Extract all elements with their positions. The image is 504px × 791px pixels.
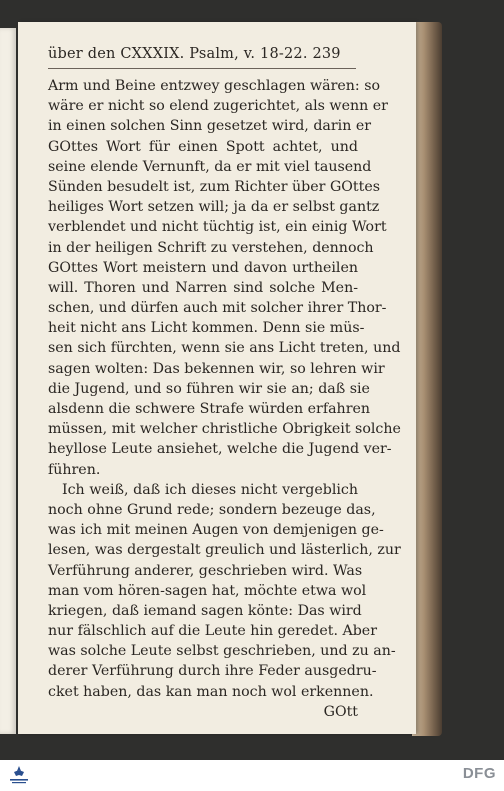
text-line: sagen wolten: Das bekennen wir, so lehren wir (48, 360, 385, 377)
dfg-logo[interactable]: DFG (462, 765, 496, 782)
text-line: derer Verführung durch ihre Feder ausgedru- (48, 663, 377, 680)
text-line: heiliges Wort setzen will; ja da er selbst gantz (48, 199, 380, 216)
text-line: Sünden besudelt ist, zum Richter über GOttes (48, 178, 380, 195)
text-line: was solche Leute selbst geschrieben, und zu an- (48, 643, 396, 660)
text-line: man vom hören-sagen hat, möchte etwa wol (48, 582, 367, 599)
text-line: verblendet und nicht tüchtig ist, ein einig Wort (48, 219, 387, 236)
header-rule (48, 68, 356, 69)
text-line: nur fälschlich auf die Leute hin geredet. Aber (48, 623, 377, 640)
running-head: über den CXXXIX. Psalm, v. 18-22. 239 (48, 46, 341, 62)
text-line: Arm und Beine entzwey geschlagen wären: so (48, 78, 381, 94)
previous-page-edge (0, 28, 16, 734)
text-line: in der heiligen Schrift zu verstehen, dennoch (48, 239, 374, 256)
text-line: kriegen, daß iemand sagen könte: Das wird (48, 602, 362, 619)
text-line: sen sich fürchten, wenn sie ans Licht treten, und (48, 340, 401, 357)
text-line: müssen, mit welcher christliche Obrigkeit solche (48, 421, 401, 438)
text-line: lesen, was dergestalt greulich und lästerlich, zur (48, 542, 401, 559)
text-line: was ich mit meinen Augen von demjenigen ge- (48, 522, 384, 539)
text-line: wäre er nicht so elend zugerichtet, als wenn er (48, 98, 388, 115)
text-line: schen, und dürfen auch mit solcher ihrer Thor- (48, 300, 387, 317)
text-line: alsdenn die schwere Strafe würden erfahren (48, 401, 371, 417)
body-text (48, 76, 401, 722)
text-line: heit nicht ans Licht kommen. Denn sie müs- (48, 320, 365, 337)
library-logo-icon (6, 763, 32, 789)
text-line: Verführung anderer, geschrieben wird. Was (48, 562, 363, 579)
text-line: cket haben, das kan man noch wol erkennen. (48, 683, 374, 700)
text-line: Ich weiß, daß ich dieses nicht vergeblich (62, 481, 358, 498)
text-line: führen. (48, 461, 101, 478)
text-line: GOttes Wort meistern und davon urtheilen (48, 259, 358, 276)
text-line: heyllose Leute ansiehet, welche die Jugend ver- (48, 441, 392, 458)
text-line: will. Thoren und Narren sind solche Men- (48, 279, 358, 296)
text-line: die Jugend, und so führen wir sie an; daß sie (48, 380, 370, 397)
text-line: seine elende Vernunft, da er mit viel tausend (48, 158, 372, 175)
book-page-edges (412, 22, 442, 736)
text-line: noch ohne Grund rede; sondern bezeuge das, (48, 501, 376, 518)
viewer-footer (0, 760, 504, 791)
library-logo[interactable] (6, 763, 32, 789)
catchword: GOtt (323, 703, 358, 720)
text-line: in einen solchen Sinn gesetzet wird, darin er (48, 118, 372, 135)
text-line: GOttes Wort für einen Spott achtet, und (48, 138, 358, 155)
